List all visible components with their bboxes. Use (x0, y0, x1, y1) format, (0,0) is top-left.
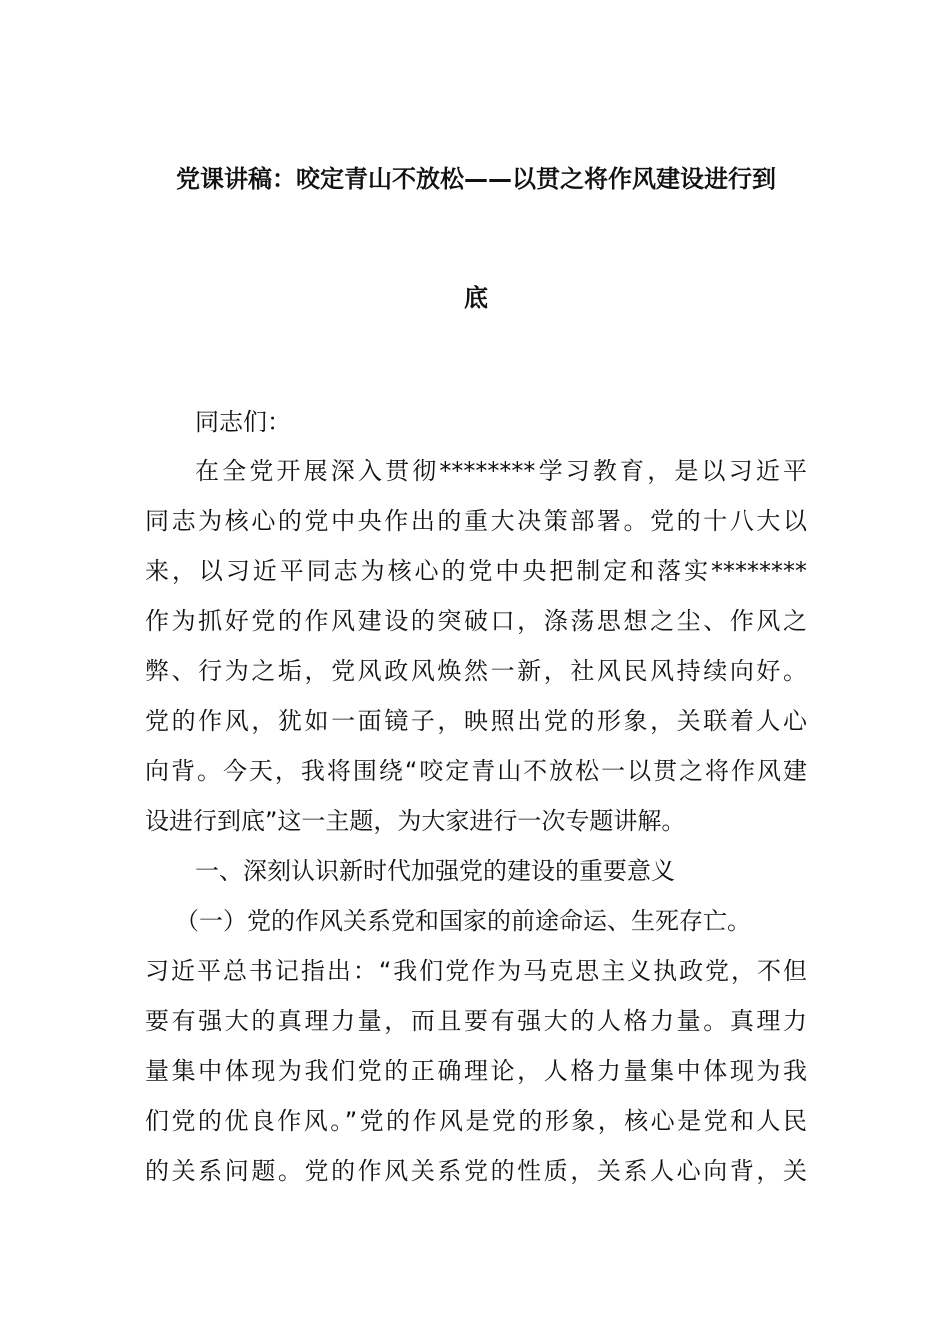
paragraph-line: 作为抓好党的作风建设的突破口，涤荡思想之尘、作风之 (145, 607, 807, 635)
paragraph-line: 在全党开展深入贯彻********学习教育，是以习近平 (195, 457, 807, 485)
paragraph-line: 向背。今天，我将围绕“咬定青山不放松一以贯之将作风建 (145, 757, 807, 785)
document-title-line-1: 党课讲稿：咬定青山不放松——以贯之将作风建设进行到 (176, 165, 776, 193)
paragraph-line: 党的作风，犹如一面镜子，映照出党的形象，关联着人心 (145, 707, 807, 735)
paragraph-line: 们党的优良作风。”党的作风是党的形象，核心是党和人民 (145, 1107, 807, 1135)
salutation: 同志们： (195, 408, 291, 436)
paragraph-line: 来，以习近平同志为核心的党中央把制定和落实******** (145, 557, 807, 585)
paragraph-line: 同志为核心的党中央作出的重大决策部署。党的十八大以 (145, 507, 807, 535)
subsection-heading: （一）党的作风关系党和国家的前途命运、生死存亡。 (175, 907, 751, 935)
paragraph-line: 习近平总书记指出：“我们党作为马克思主义执政党，不但 (145, 957, 807, 985)
paragraph-line: 要有强大的真理力量，而且要有强大的人格力量。真理力 (145, 1007, 807, 1035)
document-title-line-2: 底 (464, 284, 488, 312)
paragraph-line: 的关系问题。党的作风关系党的性质，关系人心向背，关 (145, 1157, 807, 1185)
paragraph-line: 弊、行为之垢，党风政风焕然一新，社风民风持续向好。 (145, 657, 807, 685)
paragraph-line: 量集中体现为我们党的正确理论，人格力量集中体现为我 (145, 1057, 807, 1085)
paragraph-line: 设进行到底”这一主题，为大家进行一次专题讲解。 (145, 807, 686, 835)
section-heading: 一、深刻认识新时代加强党的建设的重要意义 (195, 857, 675, 885)
